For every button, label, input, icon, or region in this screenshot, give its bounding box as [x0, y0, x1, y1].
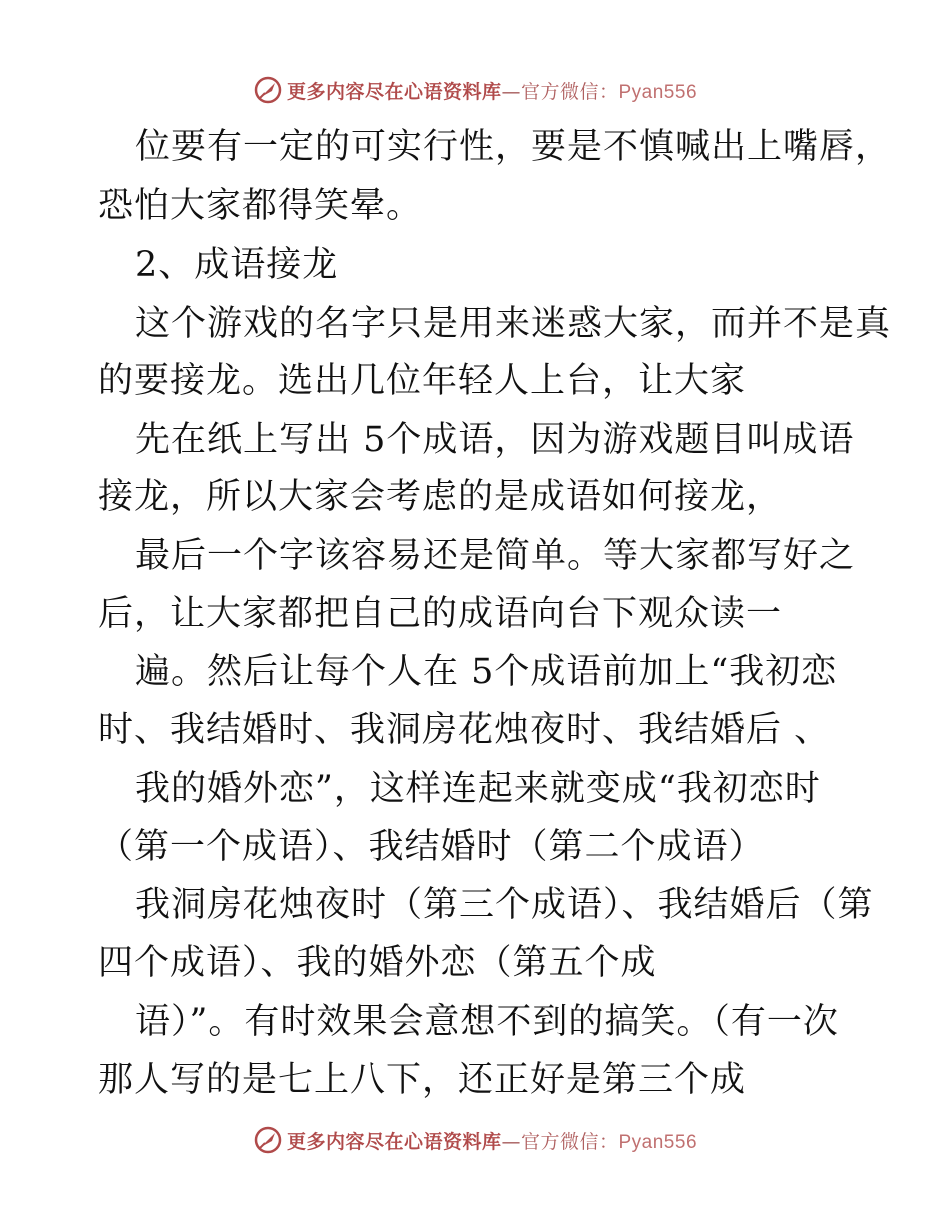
text-line: 四个成语）、我的婚外恋（第五个成: [98, 943, 657, 983]
header-site-text: 更多内容尽在心语资料库: [286, 80, 502, 103]
header-official-label: 官方微信：: [520, 80, 619, 103]
footer-separator: —: [501, 1130, 521, 1153]
footer-site-text: 更多内容尽在心语资料库: [286, 1130, 502, 1153]
text-line: （第一个成语）、我结婚时（第二个成语）: [98, 827, 765, 867]
header-wechat-id: Pyan556: [618, 81, 698, 103]
text-line: 接龙，所以大家会考虑的是成语如何接龙，: [98, 477, 783, 517]
text-line: 这个游戏的名字只是用来迷惑大家，而并不是真: [135, 304, 892, 344]
text-line: 最后一个字该容易还是简单。等大家都写好之: [135, 536, 856, 576]
text-line: 我的婚外恋”，这样连起来就变成“我初恋时: [135, 769, 821, 809]
text-line: 遍。然后让每个人在 5个成语前加上“我初恋: [135, 652, 838, 692]
text-line: 的要接龙。选出几位年轻人上台，让大家: [98, 361, 747, 401]
quill-logo-icon: [253, 75, 283, 105]
header-banner-text: [287, 77, 697, 104]
text-line: 时、我结婚时、我洞房花烛夜时、我结婚后 、: [98, 710, 831, 750]
footer-official-label: 官方微信：: [520, 1130, 619, 1153]
text-line: 语）”。有时效果会意想不到的搞笑。（有一次: [135, 1002, 839, 1042]
header-banner: [0, 70, 950, 110]
footer-banner-text: [287, 1127, 697, 1154]
text-line: 那人写的是七上八下，还正好是第三个成: [98, 1060, 747, 1100]
text-line: 先在纸上写出 5个成语，因为游戏题目叫成语: [135, 420, 855, 460]
footer-banner: [0, 1120, 950, 1160]
text-line: 位要有一定的可实行性，要是不慎喊出上嘴唇，: [135, 127, 892, 167]
section-heading: 2、成语接龙: [135, 245, 339, 285]
header-separator: —: [501, 80, 521, 103]
footer-wechat-id: Pyan556: [618, 1131, 698, 1153]
quill-logo-icon: [253, 1125, 283, 1155]
text-line: 我洞房花烛夜时（第三个成语）、我结婚后（第: [135, 885, 874, 925]
text-line: 后，让大家都把自己的成语向台下观众读一: [98, 594, 783, 634]
text-line: 恐怕大家都得笑晕。: [98, 186, 423, 226]
